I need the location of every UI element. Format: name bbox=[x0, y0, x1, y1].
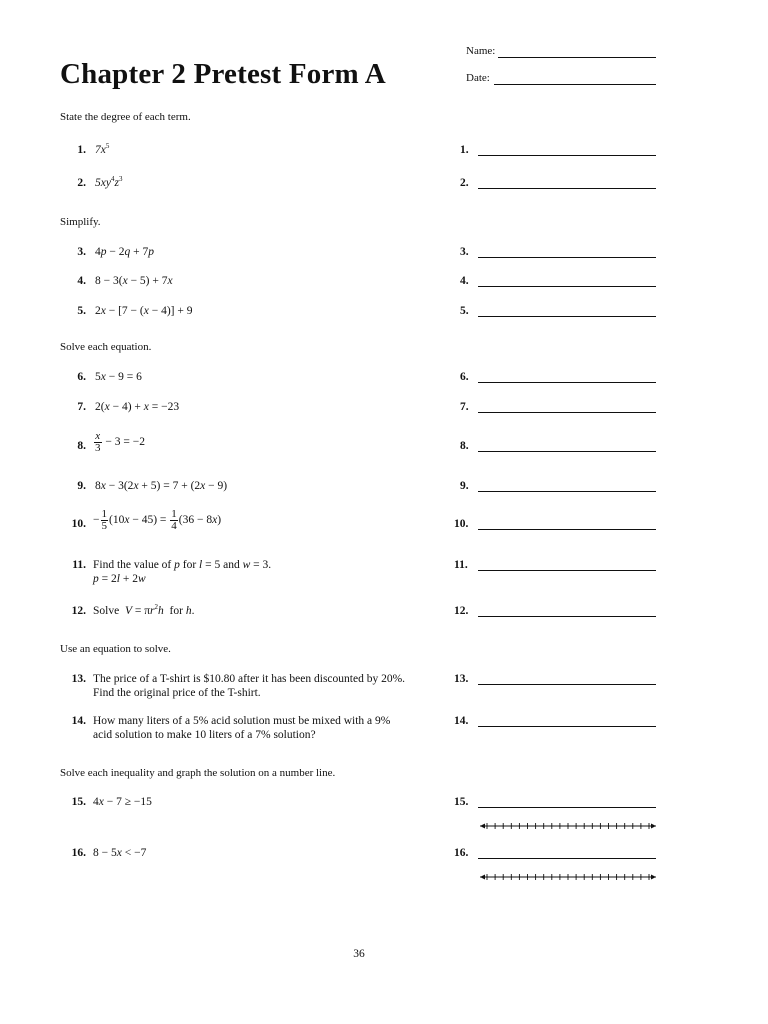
answer-line-7[interactable] bbox=[478, 412, 656, 413]
problem-11-line1: Find the value of p for l = 5 and w = 3. bbox=[93, 559, 272, 571]
problem-number: 6. bbox=[77, 371, 86, 383]
problem-number: 11. bbox=[72, 559, 86, 571]
problem-number: 4. bbox=[77, 275, 86, 287]
problem-number: 10. bbox=[71, 518, 86, 530]
answer-number: 12. bbox=[454, 605, 469, 617]
right-arrow-icon bbox=[651, 824, 656, 829]
answer-line-3[interactable] bbox=[478, 257, 656, 258]
section-word-problem-instruction: Use an equation to solve. bbox=[60, 643, 171, 655]
problem-13-line2: Find the original price of the T-shirt. bbox=[93, 687, 261, 699]
problem-number: 5. bbox=[77, 305, 86, 317]
problem-8-equation: $\frac{x}{3}$ − 3 = −2 bbox=[95, 430, 145, 454]
problem-number: 2. bbox=[77, 177, 86, 189]
answer-line-1[interactable] bbox=[478, 155, 656, 156]
answer-line-4[interactable] bbox=[478, 286, 656, 287]
problem-9-equation: 8x − 3(2x + 5) = 7 + (2x − 9) bbox=[95, 480, 228, 492]
section-inequality-instruction: Solve each inequality and graph the solution on a number line. bbox=[60, 767, 336, 779]
answer-number: 1. bbox=[460, 144, 469, 156]
problem-2-expression: $5xy^4z^3$ bbox=[95, 175, 123, 189]
problem-number: 12. bbox=[71, 605, 86, 617]
right-arrow-icon bbox=[651, 875, 656, 880]
problem-10-equation: − $\frac{1}{5}$ (10x − 45) = $\frac{1}{4}$ (36 − 8x) bbox=[93, 508, 222, 532]
answer-number: 9. bbox=[460, 480, 469, 492]
problem-14-line1: How many liters of a 5% acid solution must be mixed with a 9% bbox=[93, 715, 391, 727]
answer-line-5[interactable] bbox=[478, 316, 656, 317]
answer-line-6[interactable] bbox=[478, 382, 656, 383]
answer-number: 7. bbox=[460, 401, 469, 413]
problem-number: 9. bbox=[77, 480, 86, 492]
problem-number: 14. bbox=[71, 715, 86, 727]
section-degree-instruction: State the degree of each term. bbox=[60, 111, 191, 123]
left-arrow-icon bbox=[480, 875, 485, 880]
answer-number: 14. bbox=[454, 715, 469, 727]
problem-16-inequality: 8 − 5x < −7 bbox=[93, 847, 147, 859]
problem-number: 1. bbox=[77, 144, 86, 156]
answer-line-15[interactable] bbox=[478, 807, 656, 808]
answer-number: 8. bbox=[460, 440, 469, 452]
problem-13-line1: The price of a T-shirt is $10.80 after it has been discounted by 20%. bbox=[93, 673, 406, 685]
problem-1-expression: $7x^5$ bbox=[95, 142, 110, 156]
page-title: Chapter 2 Pretest Form A bbox=[60, 58, 386, 90]
problem-5-expression: 2x − [7 − (x − 4)] + 9 bbox=[95, 305, 193, 317]
date-label: Date: bbox=[466, 72, 490, 84]
problem-number: 16. bbox=[71, 847, 86, 859]
answer-line-12[interactable] bbox=[478, 616, 656, 617]
section-solve-instruction: Solve each equation. bbox=[60, 341, 152, 353]
answer-number: 11. bbox=[454, 559, 468, 571]
problem-14-line2: acid solution to make 10 liters of a 7% solution? bbox=[93, 729, 316, 741]
problem-11-line2: p = 2l + 2w bbox=[93, 573, 146, 585]
answer-number: 2. bbox=[460, 177, 469, 189]
answer-number: 4. bbox=[460, 275, 469, 287]
page-number: 36 bbox=[353, 948, 365, 960]
answer-line-9[interactable] bbox=[478, 491, 656, 492]
problem-number: 3. bbox=[77, 246, 86, 258]
answer-number: 5. bbox=[460, 305, 469, 317]
answer-line-10[interactable] bbox=[478, 529, 656, 530]
number-line-16[interactable] bbox=[479, 872, 657, 882]
left-arrow-icon bbox=[480, 824, 485, 829]
answer-number: 10. bbox=[454, 518, 469, 530]
answer-number: 6. bbox=[460, 371, 469, 383]
problem-6-equation: 5x − 9 = 6 bbox=[95, 371, 142, 383]
name-label: Name: bbox=[466, 45, 496, 57]
name-field[interactable] bbox=[498, 57, 656, 58]
answer-number: 3. bbox=[460, 246, 469, 258]
problem-7-equation: 2(x − 4) + x = −23 bbox=[95, 401, 180, 413]
date-field[interactable] bbox=[494, 84, 656, 85]
answer-line-14[interactable] bbox=[478, 726, 656, 727]
answer-number: 16. bbox=[454, 847, 469, 859]
answer-line-8[interactable] bbox=[478, 451, 656, 452]
problem-number: 15. bbox=[71, 796, 86, 808]
answer-line-11[interactable] bbox=[478, 570, 656, 571]
answer-line-16[interactable] bbox=[478, 858, 656, 859]
problem-number: 8. bbox=[77, 440, 86, 452]
problem-number: 7. bbox=[77, 401, 86, 413]
problem-12-text: Solve $V = \pi r^2h$ for h. bbox=[93, 603, 195, 617]
number-line-15[interactable] bbox=[479, 821, 657, 831]
problem-15-inequality: 4x − 7 ≥ −15 bbox=[93, 796, 152, 808]
answer-number: 13. bbox=[454, 673, 469, 685]
section-simplify-instruction: Simplify. bbox=[60, 216, 101, 228]
problem-4-expression: 8 − 3(x − 5) + 7x bbox=[95, 275, 173, 287]
answer-line-2[interactable] bbox=[478, 188, 656, 189]
answer-line-13[interactable] bbox=[478, 684, 656, 685]
problem-3-expression: 4p − 2q + 7p bbox=[95, 246, 154, 258]
answer-number: 15. bbox=[454, 796, 469, 808]
problem-number: 13. bbox=[71, 673, 86, 685]
